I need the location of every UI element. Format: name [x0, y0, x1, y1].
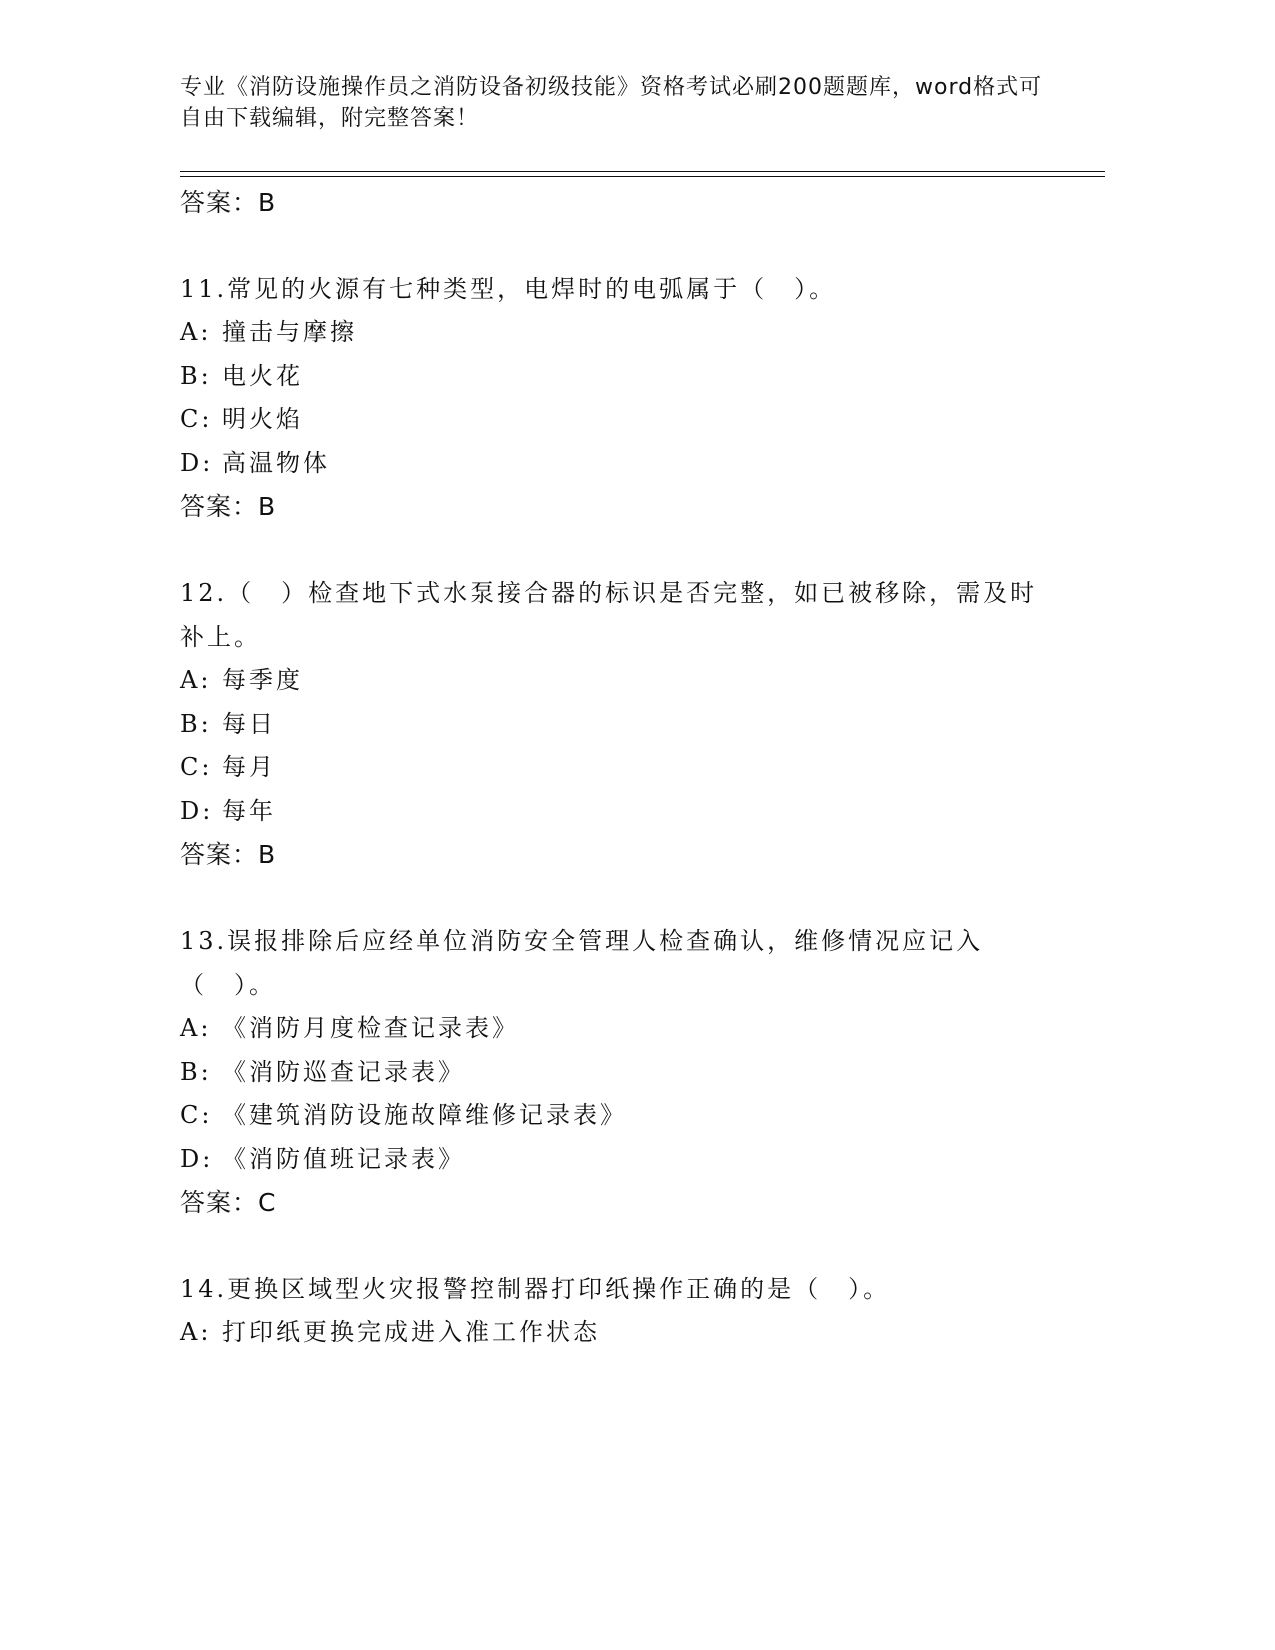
option-c	[180, 746, 1105, 790]
question-stem: 14.更换区域型火灾报警控制器打印纸操作正确的是（ ）。	[180, 1275, 891, 1303]
option-text: 每日	[222, 709, 276, 738]
question-12	[180, 571, 1105, 877]
header-rule-bottom	[180, 176, 1105, 177]
option-key: D:	[180, 448, 214, 477]
option-a	[180, 659, 1105, 703]
option-key: A:	[180, 1014, 212, 1042]
option-key: A:	[180, 1318, 212, 1346]
option-text: 每月	[222, 753, 276, 781]
option-key: D:	[180, 1144, 214, 1173]
question-stem: 13.误报排除后应经单位消防安全管理人检查确认，维修情况应记入（ ）。	[180, 927, 984, 999]
question-stem: 12.（ ）检查地下式水泵接合器的标识是否完整，如已被移除，需及时补上。	[180, 579, 1038, 651]
option-text: 明火焰	[222, 405, 303, 433]
option-text: 《消防月度检查记录表》	[222, 1014, 519, 1042]
option-d	[180, 442, 1105, 486]
question-answer: 答案：B	[180, 492, 277, 521]
question-list	[180, 181, 1105, 1355]
option-text: 《建筑消防设施故障维修记录表》	[222, 1101, 627, 1129]
option-b	[180, 355, 1105, 399]
option-a	[180, 1007, 1105, 1051]
document-header: 专业《消防设施操作员之消防设备初级技能》资格考试必刷200题题库，word格式可自由下载编辑，附完整答案！	[180, 75, 1043, 131]
option-text: 电火花	[222, 361, 303, 390]
option-d	[180, 1138, 1105, 1182]
question-answer: 答案：B	[180, 840, 277, 869]
option-key: A:	[180, 318, 212, 346]
option-b	[180, 703, 1105, 747]
option-text: 每季度	[222, 666, 303, 694]
option-text: 《消防值班记录表》	[222, 1144, 465, 1173]
option-key: C:	[180, 405, 213, 433]
option-c	[180, 1094, 1105, 1138]
option-text: 《消防巡查记录表》	[222, 1057, 465, 1086]
question-stem: 11.常见的火源有七种类型，电焊时的电弧属于（ ）。	[180, 275, 837, 303]
header-rule-top	[180, 171, 1105, 172]
previous-answer: 答案：B	[180, 188, 277, 217]
option-key: B:	[180, 1057, 212, 1086]
option-b	[180, 1051, 1105, 1095]
document-page	[180, 0, 1105, 1650]
option-c	[180, 398, 1105, 442]
option-d	[180, 790, 1105, 834]
option-text: 打印纸更换完成进入准工作状态	[222, 1318, 600, 1346]
option-key: D:	[180, 796, 214, 825]
option-key: A:	[180, 666, 212, 694]
question-11	[180, 267, 1105, 529]
question-14	[180, 1267, 1105, 1355]
option-key: B:	[180, 361, 212, 390]
question-13	[180, 919, 1105, 1225]
option-key: C:	[180, 1101, 213, 1129]
option-text: 撞击与摩擦	[222, 318, 357, 346]
question-answer: 答案：C	[180, 1188, 277, 1217]
option-key: B:	[180, 709, 212, 738]
option-a	[180, 311, 1105, 355]
option-key: C:	[180, 753, 213, 781]
option-a	[180, 1311, 1105, 1355]
option-text: 高温物体	[222, 448, 330, 477]
option-text: 每年	[222, 796, 276, 825]
